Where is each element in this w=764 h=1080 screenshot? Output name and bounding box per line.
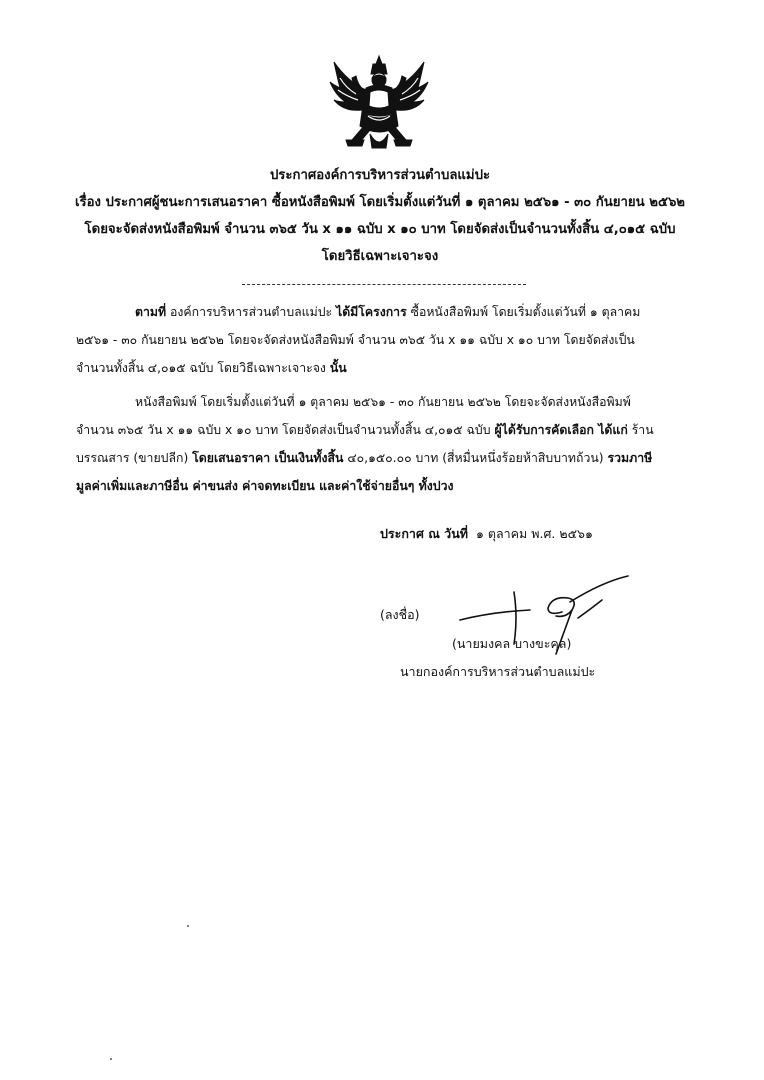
announcement-label: ประกาศ ณ วันที่ [380, 526, 468, 541]
announcement-date-line [380, 524, 593, 544]
document-body [76, 298, 696, 500]
paragraph-2-text-a: จำนวน ๓๖๕ วัน x ๑๑ ฉบับ x ๑๐ บาท โดยจัดส่งเป็นจำนวนทั้งสิ้น ๔,๐๑๕ ฉบับ [76, 423, 495, 437]
paragraph-1-text-a: องค์การบริหารส่วนตำบลแม่ปะ [166, 305, 337, 319]
paragraph-2-line-4: มูลค่าเพิ่มและภาษีอื่น ค่าขนส่ง ค่าจดทะเบียน และค่าใช้จ่ายอื่นๆ ทั้งปวง [76, 479, 454, 493]
heading-subject-line-3: โดยวิธีเฉพาะเจาะจง [321, 249, 439, 264]
paragraph-1-text-c: ซื้อหนังสือพิมพ์ โดยเริ่มตั้งแต่วันที่ ๑ ตุลาคม [406, 305, 641, 319]
paragraph-2-line-2 [76, 416, 696, 444]
paragraph-2-line-3 [76, 444, 696, 472]
paragraph-2-price-amount: ๔๐,๑๕๐.๐๐ บาท (สี่หมื่นหนึ่งร้อยห้าสิบบาทถ้วน) [343, 451, 608, 465]
signatory-title: นายกองค์การบริหารส่วนตำบลแม่ปะ [400, 664, 596, 679]
paragraph-2-winner-label: ผู้ได้รับการคัดเลือก ได้แก่ [494, 423, 628, 437]
paragraph-1-line-2: ๒๕๖๑ - ๓๐ กันยายน ๒๕๖๒ โดยจะจัดส่งหนังสือพิมพ์ จำนวน ๓๖๕ วัน x ๑๑ ฉบับ x ๑๐ บาท โดยจัดส่งเป็น [76, 333, 635, 347]
paragraph-1-line-3 [76, 354, 696, 382]
heading-org: ประกาศองค์การบริหารส่วนตำบลแม่ปะ [269, 168, 491, 183]
signatory-name: (นายมงคล บางขะคุล) [452, 636, 572, 651]
paragraph-1-closing: นั้น [329, 361, 347, 375]
heading-subject-line-2: โดยจะจัดส่งหนังสือพิมพ์ จำนวน ๓๖๕ วัน x ๑๑ ฉบับ x ๑๐ บาท โดยจัดส่งเป็นจำนวนทั้งสิ้น ๔,๐๑๕ ฉบับ [84, 222, 676, 237]
garuda-emblem-icon [326, 54, 432, 152]
paragraph-2-price-label: โดยเสนอราคา เป็นเงินทั้งสิ้น [192, 451, 344, 465]
paragraph-2-tax-label: รวมภาษี [607, 451, 653, 465]
paragraph-2-shop-name: บรรณสาร (ขายปลีก) [76, 451, 193, 465]
heading-subject-line-1: เรื่อง ประกาศผู้ชนะการเสนอราคา ซื้อหนังสือพิมพ์ โดยเริ่มตั้งแต่วันที่ ๑ ตุลาคม ๒๕๖๑ - ๓๐ กันยายน ๒๕๖๒ [74, 195, 686, 210]
paragraph-2-text-b: ร้าน [627, 423, 654, 437]
paragraph-1-text-b: ได้มีโครงการ [336, 305, 407, 319]
paragraph-1-text-d: จำนวนทั้งสิ้น ๔,๐๑๕ ฉบับ โดยวิธีเฉพาะเจาะจง [76, 361, 330, 375]
announcement-date: ๑ ตุลาคม พ.ศ. ๒๕๖๑ [475, 526, 593, 541]
scan-speck [110, 1058, 112, 1060]
paragraph-2-line-1: หนังสือพิมพ์ โดยเริ่มตั้งแต่วันที่ ๑ ตุลาคม ๒๕๖๑ - ๓๐ กันยายน ๒๕๖๒ โดยจะจัดส่งหนังสือพิมพ์ [135, 395, 631, 409]
scan-speck [187, 925, 189, 927]
paragraph-1-line-1 [76, 298, 696, 326]
paragraph-1-lead: ตามที่ [135, 305, 167, 319]
document-heading [60, 162, 700, 270]
heading-divider [242, 284, 526, 285]
signature-label: (ลงชื่อ) [380, 607, 420, 622]
